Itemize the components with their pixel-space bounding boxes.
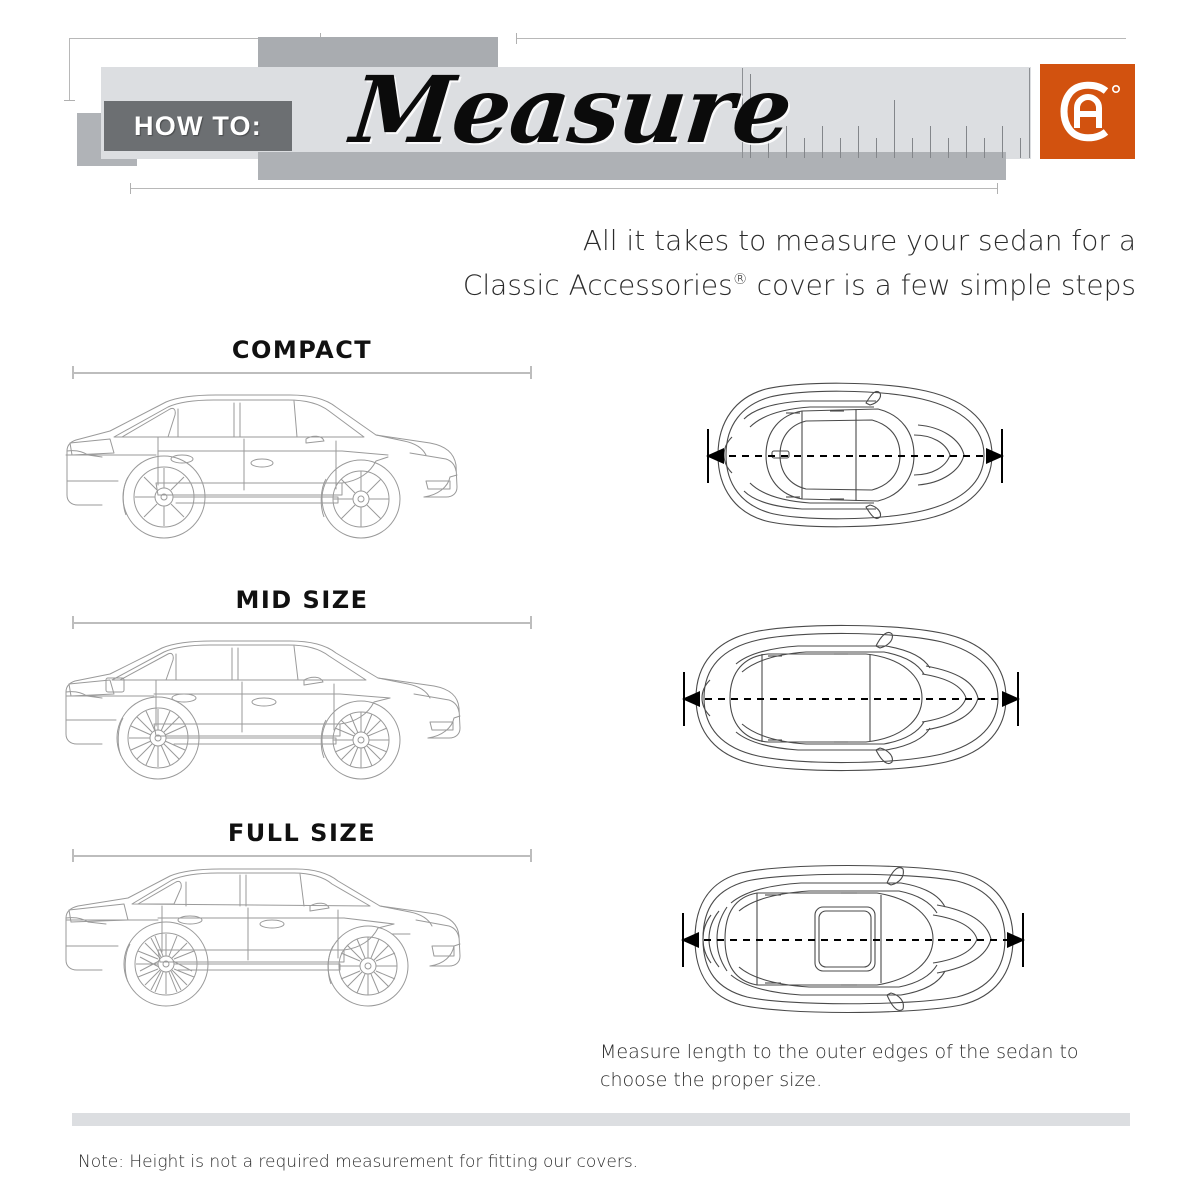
measure-instruction <box>600 1038 1120 1094</box>
dimension-cap-right <box>530 849 532 862</box>
subtitle-brand: Classic Accessories <box>462 268 733 302</box>
header-guide-vertical-left <box>69 38 70 100</box>
header <box>0 0 1200 210</box>
ruler-right-edge <box>1029 68 1030 158</box>
dimension-cap-right <box>530 366 532 379</box>
mid-size-sedan-side-view <box>58 632 478 782</box>
header-guide-horizontal-top-right <box>516 38 1126 39</box>
ruler-tick-11 <box>948 138 949 158</box>
ruler-tick-7 <box>876 138 877 158</box>
header-guide-cap-topright-start <box>516 33 517 44</box>
section-title-compact: COMPACT <box>231 336 373 364</box>
dimension-line-full-size <box>72 849 532 862</box>
ruler-tick-13 <box>984 138 985 158</box>
compact-sedan-top-view <box>670 375 1030 535</box>
header-guide-horizontal-bottom <box>130 188 998 189</box>
page-title: Measure <box>346 56 797 164</box>
mid-size-sedan-top-view <box>662 618 1037 778</box>
ruler-tick-5 <box>840 138 841 158</box>
how-to-label: HOW TO: <box>134 110 262 141</box>
dimension-bar <box>72 372 532 374</box>
dimension-line-mid-size <box>72 616 532 629</box>
section-title-full-size: FULL SIZE <box>227 819 377 847</box>
subtitle-line-2 <box>390 260 1136 304</box>
classic-accessories-logo <box>1040 64 1135 159</box>
measure-instruction-line-1: Measure length to the outer edges of the sedan to <box>600 1041 1079 1063</box>
section-title-mid-size: MID SIZE <box>235 586 369 614</box>
how-to-badge <box>104 101 292 151</box>
dimension-cap-left <box>72 849 74 862</box>
footer-divider <box>72 1113 1130 1126</box>
subtitle <box>390 222 1136 304</box>
header-guide-cap-left-bottom <box>64 100 75 101</box>
ruler-tick-6 <box>858 126 859 158</box>
registered-mark: ® <box>732 270 748 288</box>
ruler-tick-9 <box>912 138 913 158</box>
ruler-tick-3 <box>804 138 805 158</box>
header-guide-cap-bottom-left <box>130 183 131 194</box>
subtitle-line-1: All it takes to measure your sedan for a <box>582 224 1136 257</box>
subtitle-line-2-rest: cover is a few simple steps <box>747 268 1136 302</box>
compact-sedan-side-view <box>58 385 478 545</box>
measure-instruction-line-2: choose the proper size. <box>600 1069 823 1091</box>
dimension-line-compact <box>72 366 532 379</box>
full-size-sedan-side-view <box>58 862 478 1012</box>
dimension-cap-left <box>72 366 74 379</box>
header-guide-cap-bottom-right <box>997 183 998 194</box>
dimension-cap-left <box>72 616 74 629</box>
ruler-tick-8 <box>894 100 895 158</box>
full-size-sedan-top-view <box>665 855 1040 1020</box>
ruler-tick-15 <box>1020 138 1021 158</box>
ruler-tick-10 <box>930 126 931 158</box>
ruler-tick-12 <box>966 126 967 158</box>
dimension-cap-right <box>530 616 532 629</box>
ruler-tick-14 <box>1002 126 1003 158</box>
ruler-tick-4 <box>822 126 823 158</box>
footer-note: Note: Height is not a required measurement for fitting our covers. <box>78 1152 639 1172</box>
dimension-bar <box>72 855 532 857</box>
dimension-bar <box>72 622 532 624</box>
